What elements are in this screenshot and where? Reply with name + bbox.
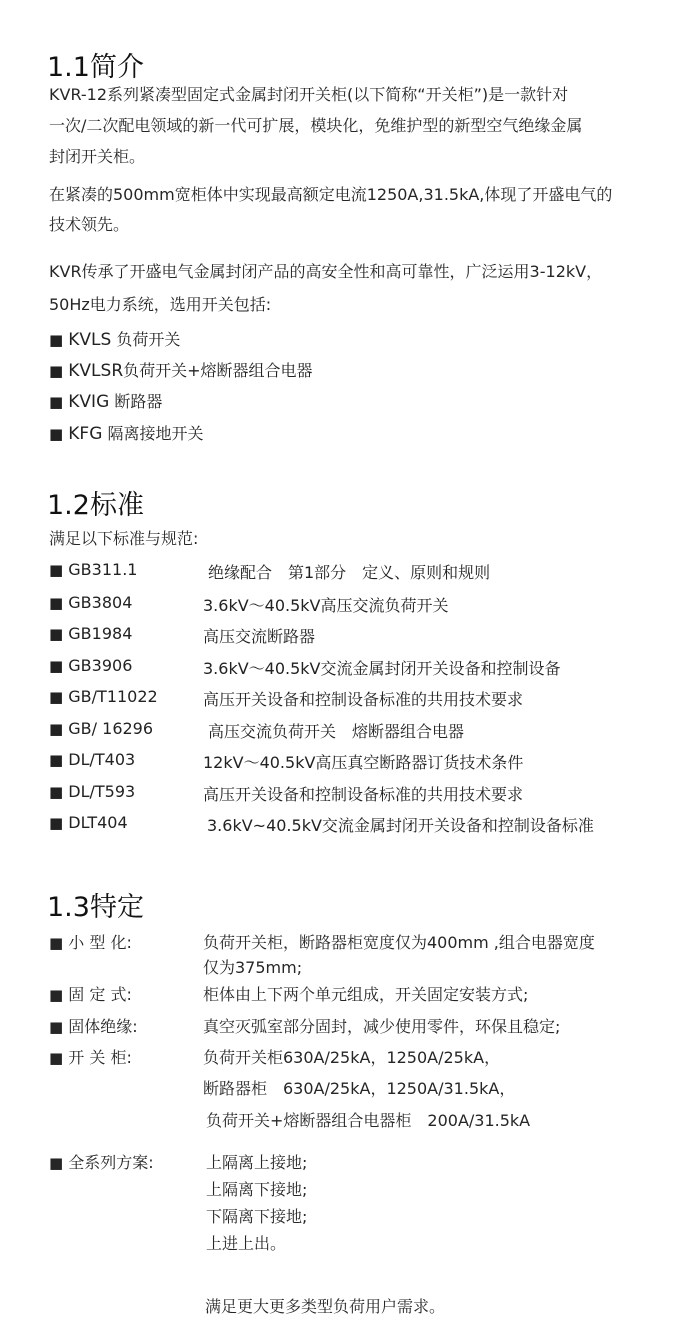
series-option: 上隔离下接地; [206,1180,308,1199]
feature-text: 负荷开关柜，断路器柜宽度仅为400mm ,组合电器宽度 [203,933,595,952]
switch-option-item [49,389,162,412]
bullet-square-icon: ■ [49,986,64,1004]
standard-code: DL/T403 [68,750,136,769]
feature-label-text: 开 关 柜: [68,1048,132,1067]
feature-text: 负荷开关+熔断器组合电器柜 200A/31.5kA [206,1111,531,1130]
section-1-1-title: 1.1简介 [47,52,144,83]
bullet-square-icon: ■ [49,331,64,349]
switch-option-text: 负荷开关+熔断器组合电器 [123,361,313,380]
switch-option-code: KVLS [68,330,112,350]
section-1-2-title: 1.2标准 [47,490,144,521]
switch-option-code: KVLSR [68,361,124,381]
bullet-square-icon: ■ [49,783,64,801]
standard-description: 3.6kV～40.5kV交流金属封闭开关设备和控制设备 [203,659,561,678]
switch-option-text: 负荷开关 [116,330,181,349]
standard-row [49,782,135,801]
standard-row [49,719,153,738]
bullet-square-icon: ■ [49,657,64,675]
feature-label [49,1047,132,1069]
switch-option-text: 隔离接地开关 [107,424,204,443]
series-option: 上隔离上接地; [206,1153,308,1172]
feature-label-text: 固体绝缘: [68,1017,138,1036]
heritage-paragraph-line-2: 50Hz电力系统，选用开关包括: [49,295,272,314]
bullet-square-icon: ■ [49,720,64,738]
standard-code: GB3906 [68,656,133,675]
standard-description: 高压开关设备和控制设备标准的共用技术要求 [203,785,524,804]
feature-label-text: 全系列方案: [68,1153,154,1172]
standard-code: GB/ 16296 [68,719,154,738]
bullet-square-icon: ■ [49,814,64,832]
feature-text: 真空灭弧室部分固封，减少使用零件，环保且稳定; [203,1017,561,1036]
heritage-paragraph-line-1: KVR传承了开盛电气金属封闭产品的高安全性和高可靠性，广泛运用3-12kV， [49,262,603,281]
bullet-square-icon: ■ [49,393,64,411]
bullet-square-icon: ■ [49,1154,64,1172]
intro-paragraph-line-2: 一次/二次配电领域的新一代可扩展，模块化，免维护型的新型空气绝缘金属 [49,116,583,135]
bullet-square-icon: ■ [49,1018,64,1036]
feature-text: 仅为375mm; [203,958,303,977]
standard-description: 12kV～40.5kV高压真空断路器订货技术条件 [203,753,524,772]
standard-row [49,750,135,769]
switch-option-code: KVIG [68,392,110,412]
feature-label-text: 小 型 化: [68,933,132,952]
standard-description: 高压开关设备和控制设备标准的共用技术要求 [203,690,524,709]
standard-code: DLT404 [68,813,128,832]
feature-label-text: 固 定 式: [68,985,132,1004]
standard-row [49,687,158,706]
standard-code: GB1984 [68,624,133,643]
standard-row [49,813,128,832]
standard-code: GB311.1 [68,560,138,579]
feature-label [49,1016,138,1038]
bullet-square-icon: ■ [49,751,64,769]
standard-description: 高压交流断路器 [203,627,316,646]
feature-text: 负荷开关柜630A/25kA，1250A/25kA， [203,1048,501,1067]
switch-option-item [49,421,204,444]
bullet-square-icon: ■ [49,625,64,643]
series-option: 下隔离下接地; [206,1207,308,1226]
bullet-square-icon: ■ [49,425,64,443]
closing-statement: 满足更大更多类型负荷用户需求。 [205,1297,446,1316]
section-1-3-title: 1.3特定 [47,892,144,923]
standard-code: GB/T11022 [68,687,158,706]
standard-description: 绝缘配合 第1部分 定义、原则和规则 [208,563,491,582]
feature-text: 柜体由上下两个单元组成，开关固定安装方式; [203,985,529,1004]
switch-option-text: 断路器 [114,392,163,411]
standard-code: GB3804 [68,593,133,612]
feature-label [49,1152,154,1174]
rating-paragraph-line-2: 技术领先。 [49,215,130,234]
standard-row [49,656,132,675]
switch-option-item [49,327,180,350]
standard-code: DL/T593 [68,782,136,801]
switch-option-code: KFG [68,424,103,444]
bullet-square-icon: ■ [49,934,64,952]
standard-row [49,593,132,612]
standard-row [49,560,137,579]
bullet-square-icon: ■ [49,1049,64,1067]
bullet-square-icon: ■ [49,594,64,612]
standard-row [49,624,132,643]
bullet-square-icon: ■ [49,362,64,380]
series-option: 上进上出。 [206,1234,287,1253]
standard-description: 3.6kV～40.5kV高压交流负荷开关 [203,596,449,615]
switch-option-item [49,358,313,381]
intro-paragraph-line-3: 封闭开关柜。 [49,147,146,166]
standards-intro: 满足以下标准与规范: [49,529,199,548]
bullet-square-icon: ■ [49,561,64,579]
rating-paragraph-line-1: 在紧凑的500mm宽柜体中实现最高额定电流1250A,31.5kA,体现了开盛电气的 [49,185,613,204]
standard-description: 3.6kV~40.5kV交流金属封闭开关设备和控制设备标准 [207,816,594,835]
intro-paragraph-line-1: KVR-12系列紧凑型固定式金属封闭开关柜(以下简称“开关柜”)是一款针对 [49,85,569,104]
standard-description: 高压交流负荷开关 熔断器组合电器 [208,722,465,741]
bullet-square-icon: ■ [49,688,64,706]
feature-label [49,984,132,1006]
feature-label [49,932,132,954]
feature-text: 断路器柜 630A/25kA，1250A/31.5kA， [203,1079,516,1098]
